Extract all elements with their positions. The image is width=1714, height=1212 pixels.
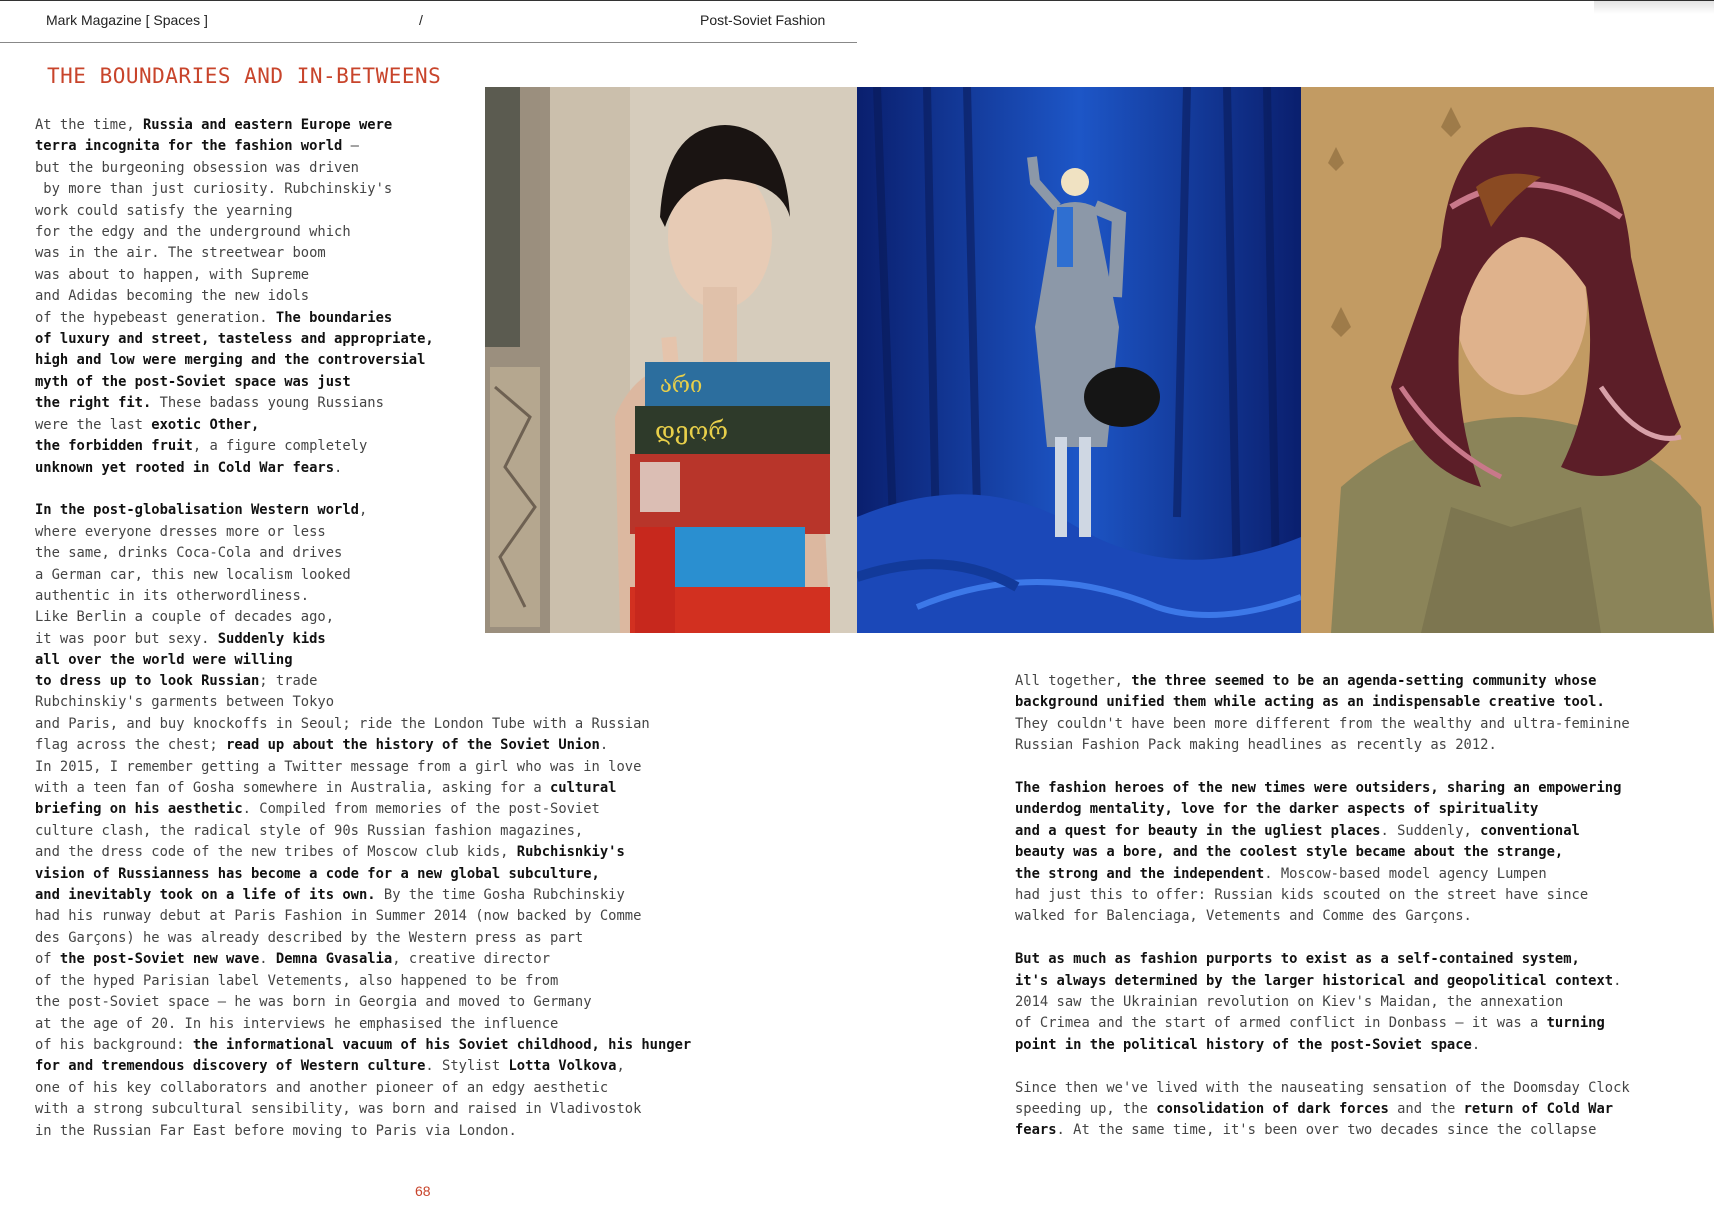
- text-line: [1015, 1078, 1695, 1099]
- body-text: ,: [616, 1058, 625, 1075]
- emphasis-text: myth of the post-Soviet space was just: [35, 373, 351, 390]
- running-header: [0, 0, 857, 43]
- text-line: [35, 1078, 735, 1099]
- emphasis-text: Rubchisnkiy's: [516, 844, 625, 861]
- article-column-right: [1015, 671, 1695, 1142]
- emphasis-text: to dress up to look Russian: [35, 673, 260, 689]
- body-text: with a teen fan of Gosha somewhere in Australia, asking for a: [35, 780, 550, 797]
- photo-model-embroidered-top-illustration: [485, 87, 857, 633]
- body-text: . Suddenly,: [1380, 822, 1481, 839]
- emphasis-text: it's always determined by the larger historical and geopolitical context: [1015, 972, 1614, 989]
- body-text: Since then we've lived with the nauseating sensation of the Doomsday Clock: [1015, 1079, 1630, 1096]
- text-line: [35, 265, 455, 286]
- text-line: [35, 1014, 735, 1035]
- body-text: des Garçons) he was already described by the Western press as part: [35, 929, 584, 946]
- text-line: [35, 308, 455, 329]
- body-text: by more than just curiosity. Rubchinskiy's: [35, 181, 393, 198]
- text-line: [35, 436, 455, 457]
- emphasis-text: vision of Russianness has become a code for a new global subculture,: [35, 865, 600, 882]
- text-line: [35, 1121, 735, 1142]
- text-line: [1015, 1099, 1695, 1120]
- text-line: [1015, 1035, 1695, 1056]
- body-text: where everyone dresses more or less: [35, 523, 326, 540]
- text-line: [1015, 1013, 1695, 1034]
- text-line: [35, 543, 455, 564]
- text-line: [1015, 971, 1695, 992]
- body-text: it was poor but sexy.: [35, 630, 218, 647]
- text-line: [35, 1056, 735, 1077]
- text-line: [35, 864, 735, 885]
- body-text: These badass young Russians: [151, 395, 384, 412]
- text-line: [35, 757, 735, 778]
- body-text: ; trade: [259, 673, 318, 689]
- text-line: [35, 350, 455, 371]
- text-line: [35, 136, 455, 157]
- text-line: [35, 949, 735, 970]
- text-line: [35, 1035, 735, 1056]
- body-text: had his runway debut at Paris Fashion in Summer 2014 (now backed by Comme: [35, 908, 642, 925]
- article-column-left-wide: [35, 671, 735, 1142]
- emphasis-text: underdog mentality, love for the darker aspects of spirituality: [1015, 801, 1539, 818]
- emphasis-text: and a quest for beauty in the ugliest places: [1015, 822, 1381, 839]
- text-line: [35, 799, 735, 820]
- text-line: [35, 928, 735, 949]
- text-line: [35, 1099, 735, 1120]
- body-text: All together,: [1015, 673, 1132, 689]
- text-line: [35, 115, 455, 136]
- body-text: . At the same time, it's been over two decades since the collapse: [1056, 1122, 1597, 1139]
- body-text: , creative director: [392, 951, 551, 968]
- body-text: of Crimea and the start of armed conflict in Donbass — it was a: [1015, 1015, 1547, 1032]
- body-text: was in the air. The streetwear boom: [35, 245, 326, 262]
- emphasis-text: the informational vacuum of his Soviet childhood, his hunger: [192, 1036, 692, 1053]
- emphasis-text: fears: [1015, 1122, 1057, 1139]
- body-text: —: [342, 138, 359, 155]
- body-text: in the Russian Far East before moving to Paris via London.: [35, 1122, 517, 1139]
- body-text: a German car, this new localism looked: [35, 566, 351, 583]
- emphasis-text: return of Cold War: [1463, 1101, 1614, 1118]
- emphasis-text: the three seemed to be an agenda-setting community whose: [1131, 673, 1597, 689]
- body-text: the post-Soviet space — he was born in Georgia and moved to Germany: [35, 994, 592, 1011]
- body-text: the same, drinks Coca-Cola and drives: [35, 545, 343, 562]
- text-line: [35, 586, 455, 607]
- page-curl-shadow: [1594, 0, 1714, 14]
- body-text: . Stylist: [425, 1058, 509, 1075]
- text-line: [35, 415, 455, 436]
- text-line: [35, 393, 455, 414]
- text-line: [35, 607, 455, 628]
- body-text: speeding up, the: [1015, 1101, 1157, 1118]
- section-name: Post-Soviet Fashion: [700, 12, 826, 28]
- text-line: [1015, 906, 1695, 927]
- text-line: [35, 971, 735, 992]
- text-line: [1015, 799, 1695, 820]
- body-text: work could satisfy the yearning: [35, 202, 293, 219]
- text-line: [1015, 735, 1695, 756]
- emphasis-text: briefing on his aesthetic: [35, 801, 243, 818]
- body-text: They couldn't have been more different from the wealthy and ultra-feminine: [1015, 715, 1630, 732]
- body-text: . Compiled from memories of the post-Soviet: [242, 801, 600, 818]
- text-line: [35, 692, 735, 713]
- photo-model-blue-drapery: [857, 87, 1301, 633]
- emphasis-text: The fashion heroes of the new times were outsiders, sharing an empowering: [1015, 780, 1622, 797]
- body-text: of: [35, 951, 60, 968]
- photo-model-blue-drapery-illustration: [857, 87, 1301, 633]
- text-line: [35, 671, 735, 692]
- body-text: for the edgy and the underground which: [35, 224, 351, 241]
- text-line: [35, 243, 455, 264]
- emphasis-text: conventional: [1480, 822, 1580, 839]
- text-line: [35, 201, 455, 222]
- emphasis-text: consolidation of dark forces: [1156, 1101, 1389, 1118]
- body-text: and the dress code of the new tribes of Moscow club kids,: [35, 844, 517, 861]
- body-text: ,: [358, 502, 368, 519]
- body-text: walked for Balenciaga, Vetements and Comme des Garçons.: [1015, 908, 1472, 925]
- text-line: [1015, 692, 1695, 713]
- publication-name: Mark Magazine [ Spaces ]: [46, 12, 208, 28]
- paragraph: [1015, 778, 1695, 928]
- text-line: [35, 778, 735, 799]
- body-text: By the time Gosha Rubchinskiy: [375, 887, 625, 904]
- svg-text:დეორ: დეორ: [655, 417, 729, 445]
- text-line: [35, 821, 735, 842]
- text-line: [1015, 821, 1695, 842]
- text-line: [35, 735, 735, 756]
- body-text: but the burgeoning obsession was driven: [35, 159, 359, 176]
- text-line: [1015, 864, 1695, 885]
- emphasis-text: high and low were merging and the controversial: [35, 352, 426, 369]
- text-line: [1015, 714, 1695, 735]
- text-line: [35, 650, 455, 671]
- emphasis-text: The boundaries: [275, 309, 393, 326]
- article-title: THE BOUNDARIES AND IN-BETWEENS: [47, 64, 442, 88]
- body-text: .: [334, 459, 343, 476]
- emphasis-text: all over the world were willing: [35, 652, 293, 669]
- text-line: [35, 372, 455, 393]
- body-text: Rubchinskiy's garments between Tokyo: [35, 694, 335, 711]
- paragraph: [35, 671, 735, 1142]
- emphasis-text: read up about the history of the Soviet Union: [226, 737, 600, 754]
- text-line: [35, 522, 455, 543]
- photo-model-headscarf-illustration: [1301, 87, 1714, 633]
- text-line: [1015, 778, 1695, 799]
- body-text: Like Berlin a couple of decades ago,: [35, 609, 335, 626]
- emphasis-text: the post-Soviet new wave: [59, 951, 260, 968]
- text-line: [35, 565, 455, 586]
- body-text: of the hyped Parisian label Vetements, also happened to be from: [35, 972, 559, 989]
- body-text: .: [599, 737, 609, 754]
- text-line: [35, 906, 735, 927]
- body-text: Russian Fashion Pack making headlines as recently as 2012.: [1015, 737, 1497, 754]
- body-text: with a strong subcultural sensibility, was born and raised in Vladivostok: [35, 1101, 642, 1118]
- emphasis-text: of luxury and street, tasteless and appropriate,: [35, 331, 434, 348]
- body-text: , a figure completely: [192, 438, 368, 455]
- body-text: . Moscow-based model agency Lumpen: [1264, 865, 1547, 882]
- text-line: [1015, 885, 1695, 906]
- body-text: and Adidas becoming the new idols: [35, 288, 310, 305]
- emphasis-text: the strong and the independent: [1015, 865, 1265, 882]
- body-text: and the: [1388, 1101, 1464, 1118]
- emphasis-text: and inevitably took on a life of its own.: [35, 887, 376, 904]
- paragraph: [1015, 949, 1695, 1056]
- photo-model-embroidered-top: [485, 87, 857, 633]
- text-line: [35, 500, 455, 521]
- emphasis-text: point in the political history of the post-Soviet space: [1015, 1036, 1472, 1053]
- emphasis-text: In the post-globalisation Western world: [35, 502, 359, 519]
- emphasis-text: Russia and eastern Europe were: [142, 117, 393, 133]
- body-text: one of his key collaborators and another pioneer of an edgy aesthetic: [35, 1079, 609, 1096]
- paragraph: [35, 115, 455, 479]
- body-text: In 2015, I remember getting a Twitter message from a girl who was in love: [35, 758, 642, 775]
- emphasis-text: turning: [1546, 1015, 1605, 1032]
- body-text: .: [259, 951, 276, 968]
- paragraph: [35, 500, 455, 671]
- text-line: [1015, 992, 1695, 1013]
- text-line: [35, 158, 455, 179]
- text-line: [35, 329, 455, 350]
- text-line: [1015, 949, 1695, 970]
- body-text: flag across the chest;: [35, 737, 227, 754]
- text-line: [1015, 671, 1695, 692]
- text-line: [1015, 1120, 1695, 1141]
- emphasis-text: the forbidden fruit: [35, 438, 193, 455]
- body-text: of the hypebeast generation.: [35, 309, 276, 326]
- body-text: culture clash, the radical style of 90s Russian fashion magazines,: [35, 822, 584, 839]
- top-rule: [0, 0, 1714, 1]
- page-number: 68: [415, 1183, 431, 1199]
- text-line: [35, 458, 455, 479]
- text-line: [35, 992, 735, 1013]
- article-column-left-narrow: [35, 115, 455, 672]
- paragraph: [1015, 671, 1695, 757]
- body-text: .: [1471, 1036, 1481, 1053]
- body-text: 2014 saw the Ukrainian revolution on Kiev's Maidan, the annexation: [1015, 994, 1564, 1011]
- header-separator: /: [419, 12, 423, 28]
- body-text: and Paris, and buy knockoffs in Seoul; ride the London Tube with a Russian: [35, 715, 650, 732]
- text-line: [35, 629, 455, 650]
- body-text: was about to happen, with Supreme: [35, 266, 310, 283]
- body-text: were the last: [35, 416, 152, 433]
- paragraph: [1015, 1078, 1695, 1142]
- emphasis-text: cultural: [550, 780, 617, 797]
- text-line: [35, 842, 735, 863]
- text-line: [1015, 842, 1695, 863]
- body-text: At the time,: [35, 117, 143, 133]
- text-line: [35, 885, 735, 906]
- body-text: at the age of 20. In his interviews he emphasised the influence: [35, 1015, 559, 1032]
- photo-model-headscarf: [1301, 87, 1714, 633]
- body-text: .: [1613, 972, 1622, 989]
- svg-text:არი: არი: [660, 373, 703, 398]
- emphasis-text: Demna Gvasalia: [275, 951, 393, 968]
- emphasis-text: background unified them while acting as an indispensable creative tool.: [1015, 694, 1605, 711]
- text-line: [35, 179, 455, 200]
- emphasis-text: beauty was a bore, and the coolest style became about the strange,: [1015, 844, 1564, 861]
- body-text: of his background:: [35, 1036, 193, 1053]
- emphasis-text: Lotta Volkova: [508, 1058, 617, 1075]
- body-text: authentic in its otherwordliness.: [35, 587, 310, 604]
- text-line: [35, 714, 735, 735]
- emphasis-text: unknown yet rooted in Cold War fears: [35, 459, 335, 476]
- emphasis-text: terra incognita for the fashion world: [35, 138, 343, 155]
- emphasis-text: But as much as fashion purports to exist as a self-contained system,: [1015, 951, 1580, 968]
- text-line: [35, 286, 455, 307]
- text-line: [35, 222, 455, 243]
- body-text: had just this to offer: Russian kids scouted on the street have since: [1015, 887, 1589, 904]
- emphasis-text: Suddenly kids: [217, 630, 326, 647]
- emphasis-text: exotic Other,: [151, 416, 260, 433]
- emphasis-text: the right fit.: [35, 395, 152, 412]
- emphasis-text: for and tremendous discovery of Western culture: [35, 1058, 426, 1075]
